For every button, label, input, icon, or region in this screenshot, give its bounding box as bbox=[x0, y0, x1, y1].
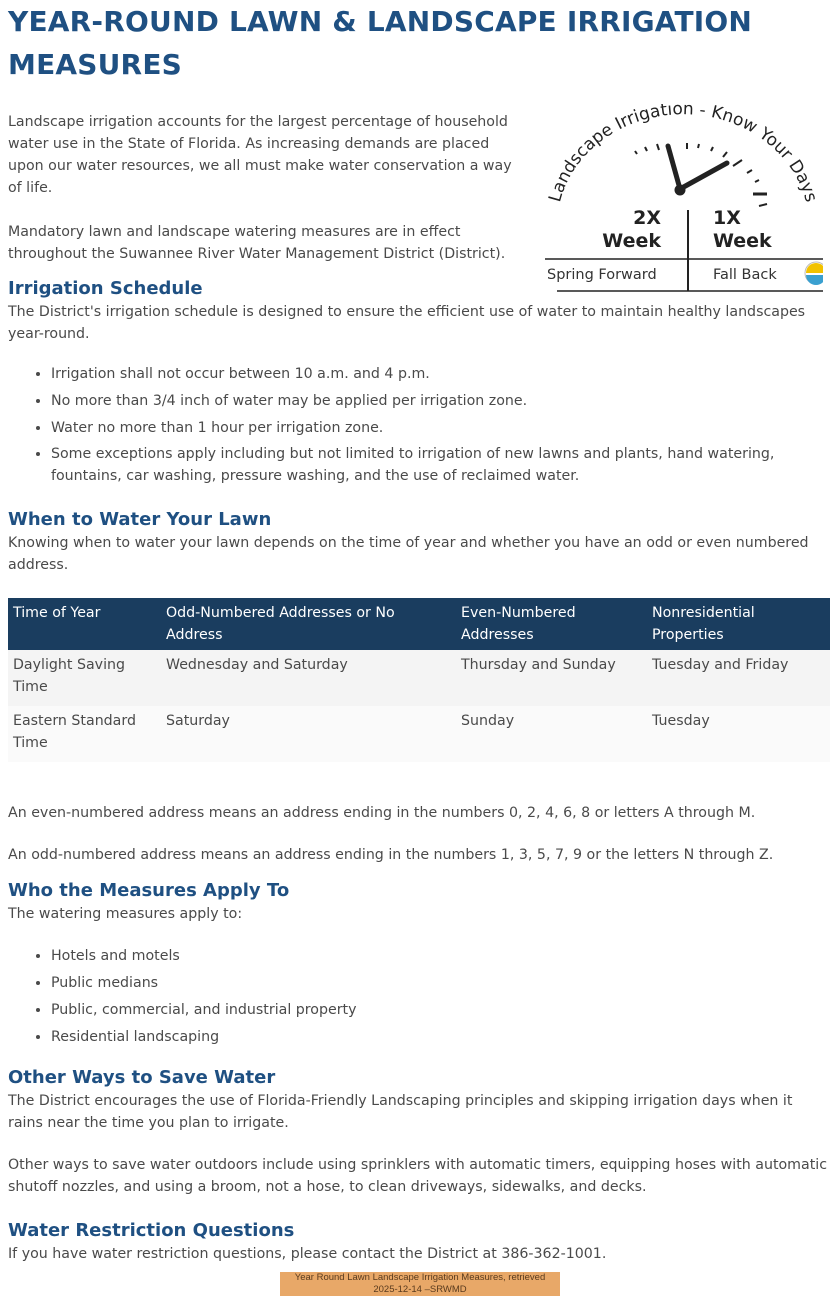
graphic-right-label: Fall Back bbox=[713, 267, 777, 283]
table-cell: Daylight Saving Time bbox=[8, 650, 161, 706]
section-heading-other-ways: Other Ways to Save Water bbox=[8, 1067, 276, 1089]
list-item: • Irrigation shall not occur between 10 a.m. and 4 p.m. bbox=[51, 363, 830, 385]
list-item: • Residential landscaping bbox=[51, 1026, 830, 1048]
source-caption bbox=[280, 1272, 560, 1296]
table-header: Nonresidential Properties bbox=[647, 598, 830, 650]
caption-line: Year Round Lawn Landscape Irrigation Measures, retrieved bbox=[294, 1272, 546, 1283]
table-cell: Tuesday bbox=[647, 706, 830, 762]
list-item: • Public medians bbox=[51, 972, 830, 994]
table-cell: Eastern Standard Time bbox=[8, 706, 161, 762]
table-header: Odd-Numbered Addresses or No Address bbox=[161, 598, 456, 650]
list-item: • Public, commercial, and industrial property bbox=[51, 999, 830, 1021]
district-logo-icon bbox=[805, 262, 823, 285]
section-text: The District encourages the use of Florida-Friendly Landscaping principles and skipping irrigation days when it rains near the time you plan to irrigate. bbox=[8, 1093, 793, 1132]
schedule-list bbox=[8, 363, 830, 487]
graphic-left-frequency: 2X bbox=[633, 207, 661, 229]
table-header: Even-Numbered Addresses bbox=[456, 598, 647, 650]
section-text: Knowing when to water your lawn depends on the time of year and whether you have an odd or even numbered address. bbox=[8, 535, 809, 574]
table-cell: Saturday bbox=[161, 706, 456, 762]
clock-icon bbox=[635, 143, 767, 206]
section-text: The District's irrigation schedule is designed to ensure the efficient use of water to maintain healthy landscapes year-round. bbox=[8, 304, 806, 342]
applies-list bbox=[8, 945, 830, 1047]
table-cell: Wednesday and Saturday bbox=[161, 650, 456, 706]
list-item: • Water no more than 1 hour per irrigation zone. bbox=[51, 417, 830, 439]
caption-line: 2025-12-14 –SRWMD bbox=[373, 1284, 467, 1295]
graphic-right-frequency: 1X bbox=[713, 207, 741, 229]
page-title: YEAR-ROUND LAWN & LANDSCAPE IRRIGATION MEASURES bbox=[8, 5, 753, 81]
table-row bbox=[8, 650, 830, 706]
table-cell: Sunday bbox=[456, 706, 647, 762]
table-cell: Thursday and Sunday bbox=[456, 650, 647, 706]
section-heading-when-to-water: When to Water Your Lawn bbox=[8, 509, 272, 531]
odd-address-note: An odd-numbered address means an address ending in the numbers 1, 3, 5, 7, 9 or the letters N through Z. bbox=[8, 847, 774, 864]
section-heading-who-applies: Who the Measures Apply To bbox=[8, 880, 290, 902]
table-cell: Tuesday and Friday bbox=[647, 650, 830, 706]
watering-schedule-table bbox=[8, 598, 830, 762]
section-text: Other ways to save water outdoors include using sprinklers with automatic timers, equipping hoses with automatic shutoff nozzles, and using a broom, not a hose, to clean driveways, sidewalks, and decks. bbox=[8, 1157, 828, 1196]
graphic-arc-text: Landscape Irrigation - Know Your Days bbox=[545, 104, 821, 205]
section-heading-questions: Water Restriction Questions bbox=[8, 1220, 295, 1242]
list-item: • Some exceptions apply including but not limited to irrigation of new lawns and plants, hand watering, fountains, car washing, pressure washing, and the use of reclaimed water. bbox=[51, 443, 830, 487]
intro-paragraph: Mandatory lawn and landscape watering measures are in effect throughout the Suwannee River Water Management District (District). bbox=[8, 224, 506, 262]
list-item: • No more than 3/4 inch of water may be applied per irrigation zone. bbox=[51, 390, 830, 412]
section-heading-irrigation-schedule: Irrigation Schedule bbox=[8, 278, 203, 299]
list-item: • Hotels and motels bbox=[51, 945, 830, 967]
graphic-right-unit: Week bbox=[713, 230, 772, 252]
section-text: The watering measures apply to: bbox=[8, 906, 243, 923]
intro-paragraph: Landscape irrigation accounts for the largest percentage of household water use in the State of Florida. As increasing demands are placed upon our water resources, we all must make water conservation a way of life. bbox=[8, 114, 512, 196]
graphic-left-unit: Week bbox=[602, 230, 661, 252]
graphic-left-label: Spring Forward bbox=[547, 267, 657, 283]
know-your-days-graphic bbox=[537, 104, 823, 294]
table-header: Time of Year bbox=[8, 598, 161, 650]
section-text: If you have water restriction questions, please contact the District at 386-362-1001. bbox=[8, 1246, 607, 1263]
even-address-note: An even-numbered address means an address ending in the numbers 0, 2, 4, 6, 8 or letters A through M. bbox=[8, 805, 756, 822]
table-row bbox=[8, 706, 830, 762]
